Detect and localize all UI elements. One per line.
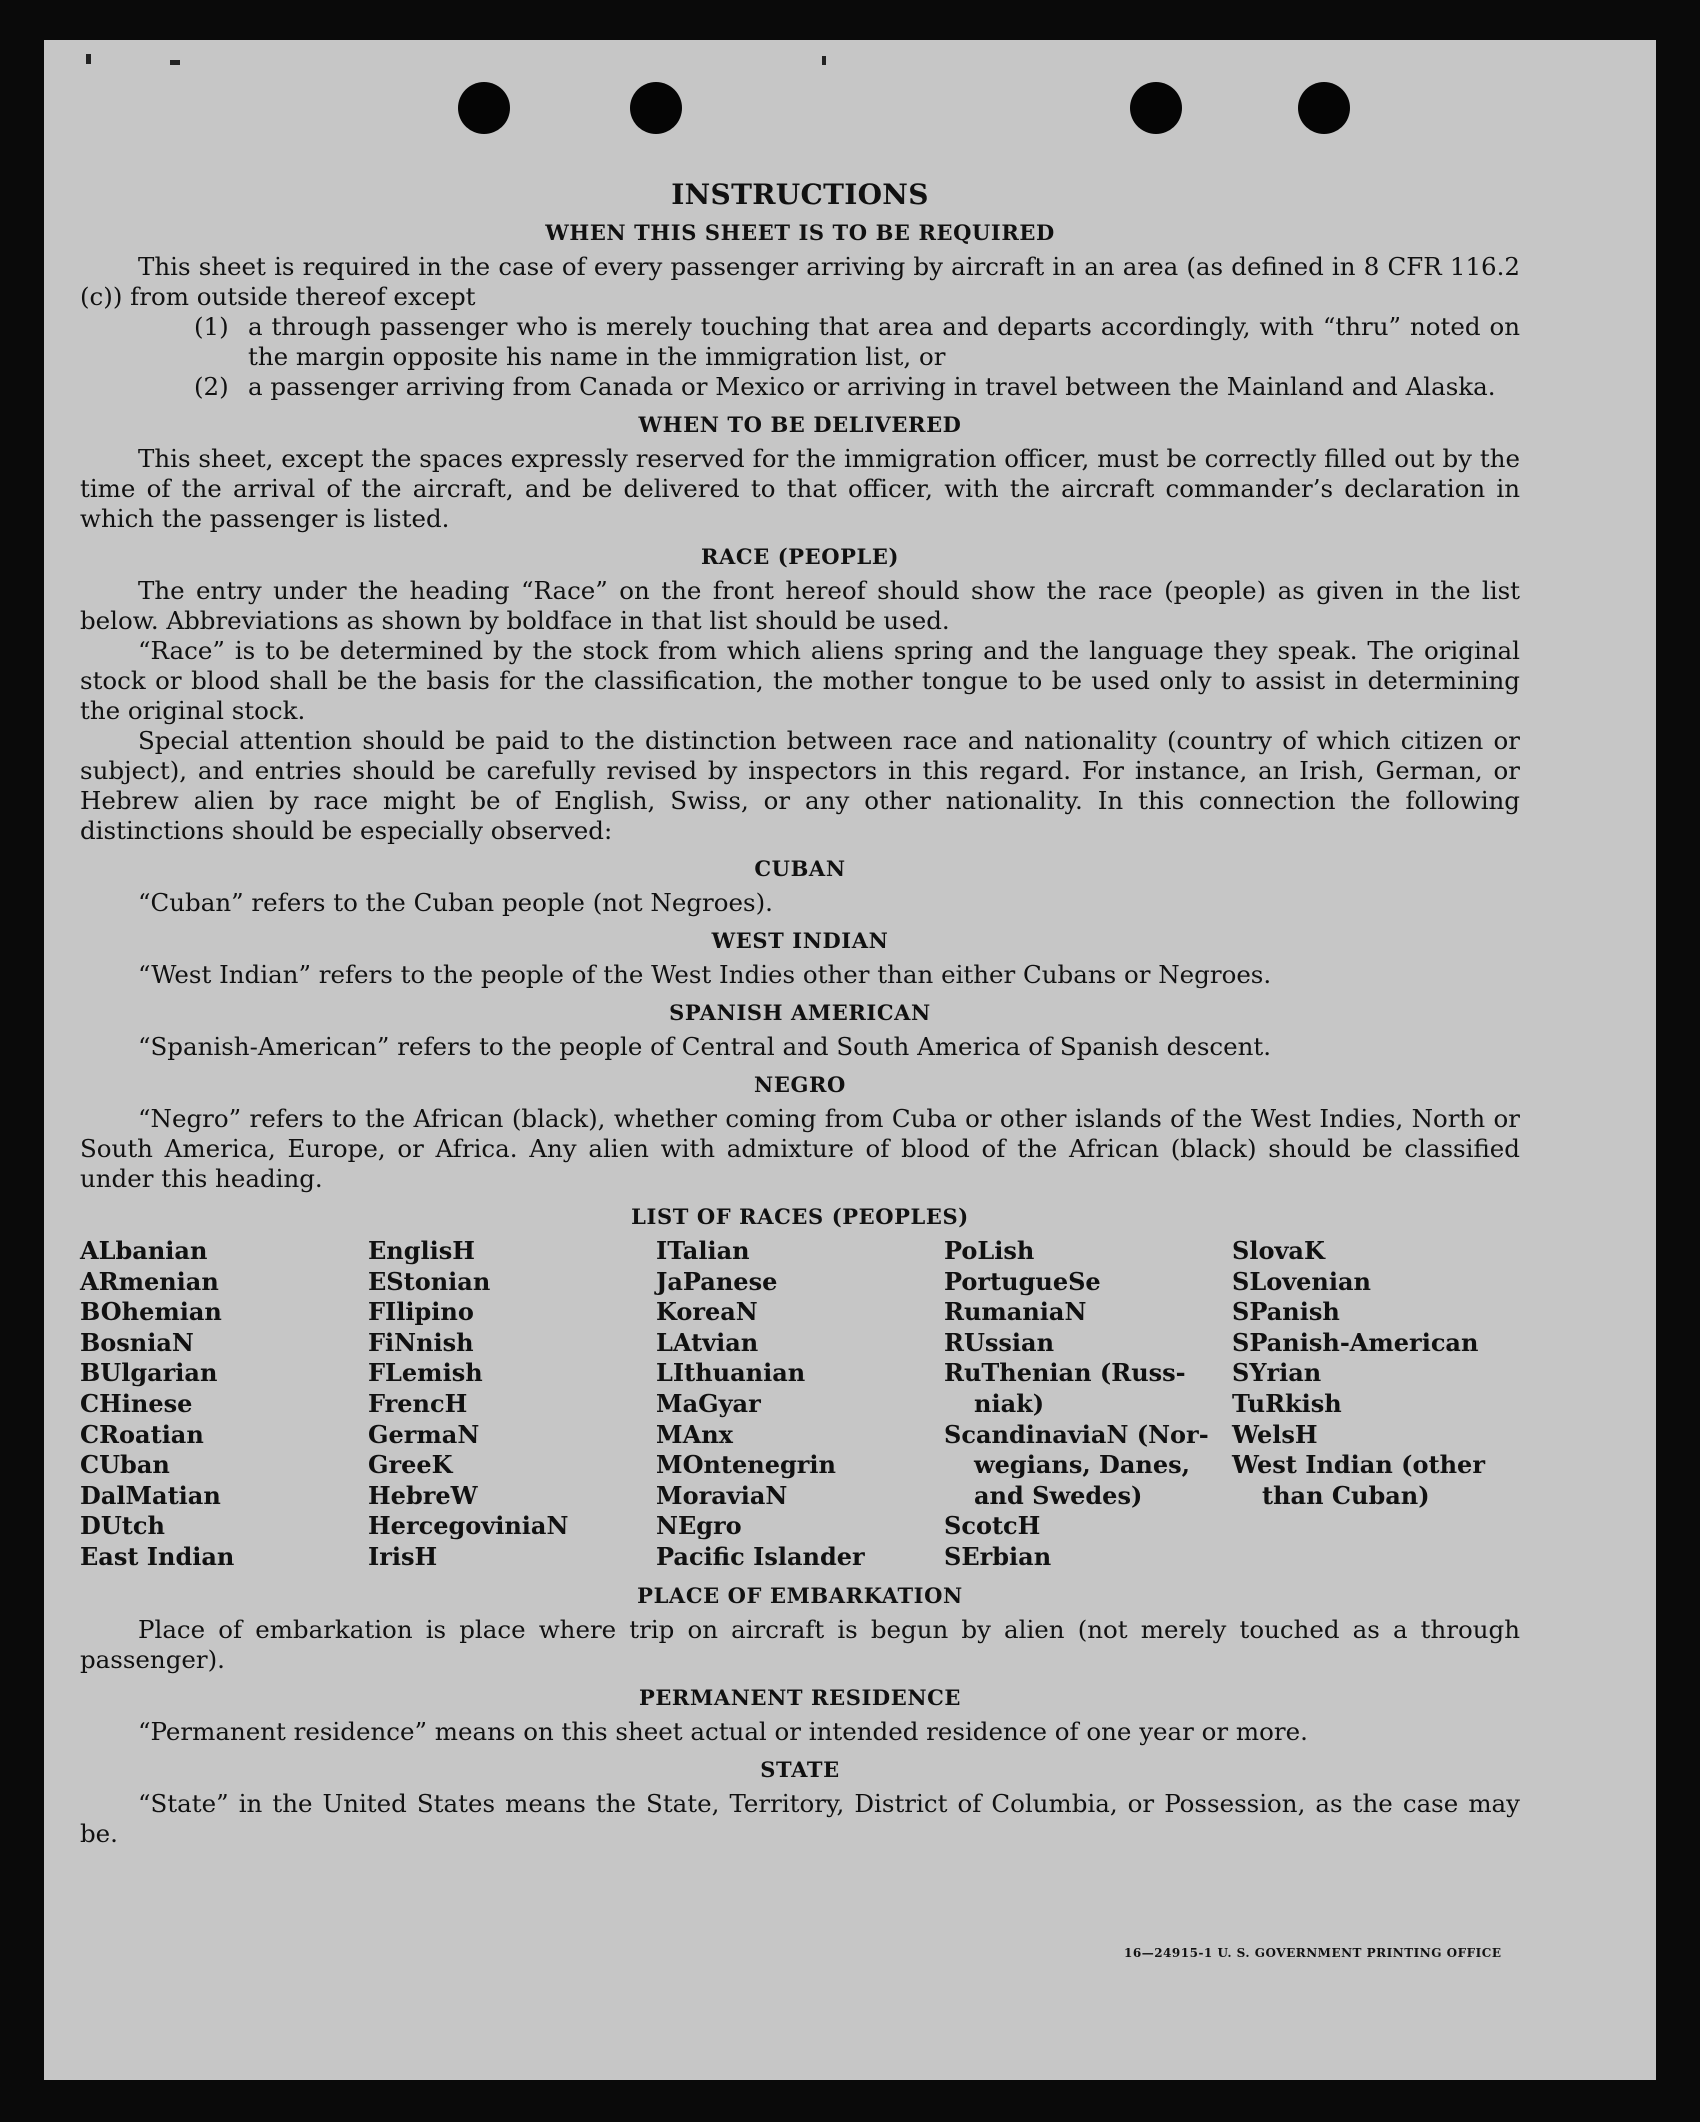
- race-paragraph: “Race” is to be determined by the stock from which aliens spring and the language they speak. The original stock or blood shall be the basis for the classification, the mother tongue to be used only to assist in determining the original stock.: [80, 636, 1520, 725]
- race-entry: GreeK: [368, 1450, 453, 1480]
- races-column: [368, 1236, 656, 1573]
- race-entry: niak): [974, 1388, 1045, 1418]
- page-title: INSTRUCTIONS: [671, 178, 929, 211]
- races-column: [80, 1236, 368, 1573]
- race-entry: RUssian: [944, 1327, 1055, 1357]
- race-entry: HercegoviniaN: [368, 1511, 569, 1541]
- printer-imprint: 16—24915-1 U. S. GOVERNMENT PRINTING OFFICE: [1124, 1946, 1502, 1960]
- list-of-races-heading: LIST OF RACES (PEOPLES): [631, 1204, 969, 1229]
- race-entry: ALbanian: [80, 1236, 208, 1265]
- section-heading-embarkation: PLACE OF EMBARKATION: [637, 1582, 963, 1608]
- section-heading-west-indian: WEST INDIAN: [711, 928, 889, 953]
- races-column: [1232, 1236, 1520, 1573]
- race-entry: DalMatian: [80, 1480, 221, 1510]
- section-heading-cuban: CUBAN: [754, 856, 846, 881]
- speck: [170, 60, 180, 65]
- race-entry: wegians, Danes,: [974, 1450, 1190, 1480]
- item-number: (2): [194, 372, 229, 401]
- race-entry: FrencH: [368, 1388, 468, 1418]
- race-entry: CUban: [80, 1450, 170, 1480]
- section-heading-required: WHEN THIS SHEET IS TO BE REQUIRED: [545, 220, 1055, 245]
- required-intro: This sheet is required in the case of every passenger arriving by aircraft in an area (as defined in 8 CFR 116.2 (c)) from outside thereof except: [80, 252, 1520, 311]
- race-entry: JaPanese: [656, 1266, 778, 1296]
- race-entry: SPanish-American: [1232, 1327, 1479, 1357]
- spanish-american-text: “Spanish-American” refers to the people of Central and South America of Spanish descent.: [138, 1032, 1272, 1061]
- race-entry: ScandinaviaN (Nor-: [944, 1419, 1209, 1449]
- race-entry: GermaN: [368, 1419, 480, 1449]
- west-indian-text: “West Indian” refers to the people of the West Indies other than either Cubans or Negroes.: [138, 960, 1272, 989]
- race-entry: FiNnish: [368, 1327, 474, 1357]
- section-heading-state: STATE: [760, 1756, 840, 1782]
- race-entry: East Indian: [80, 1541, 235, 1571]
- race-entry: IrisH: [368, 1541, 438, 1571]
- section-heading-residence: PERMANENT RESIDENCE: [638, 1684, 962, 1710]
- race-entry: MOntenegrin: [656, 1450, 836, 1480]
- state-text: “State” in the United States means the State, Territory, District of Columbia, or Possession, as the case may be.: [80, 1788, 1520, 1848]
- races-list: [80, 1236, 1520, 1573]
- race-entry: HebreW: [368, 1480, 478, 1510]
- race-entry: SPanish: [1232, 1297, 1340, 1327]
- race-entry: LIthuanian: [656, 1358, 806, 1388]
- race-entry: FLemish: [368, 1358, 483, 1388]
- punch-hole: [1298, 82, 1350, 134]
- race-entry: EnglisH: [368, 1236, 475, 1265]
- race-entry: BosniaN: [80, 1327, 194, 1357]
- race-entry: WelsH: [1232, 1419, 1318, 1449]
- item-number: (1): [194, 312, 229, 341]
- race-entry: West Indian (other: [1232, 1450, 1485, 1480]
- residence-text: “Permanent residence” means on this sheet actual or intended residence of one year or more.: [138, 1716, 1308, 1746]
- punch-hole: [630, 82, 682, 134]
- race-entry: Pacific Islander: [656, 1541, 865, 1571]
- race-entry: FIlipino: [368, 1297, 474, 1327]
- race-entry: SErbian: [944, 1541, 1052, 1571]
- embarkation-text: Place of embarkation is place where trip on aircraft is begun by alien (not merely touched as a through passenger).: [80, 1614, 1520, 1674]
- race-entry: DUtch: [80, 1511, 165, 1541]
- race-entry: ScotcH: [944, 1511, 1041, 1541]
- race-entry: SLovenian: [1232, 1266, 1371, 1296]
- instructions-body: [80, 180, 1520, 1849]
- race-entry: MoraviaN: [656, 1480, 788, 1510]
- punch-hole: [458, 82, 510, 134]
- race-entry: BUlgarian: [80, 1358, 218, 1388]
- race-entry: ARmenian: [80, 1266, 219, 1296]
- race-entry: MAnx: [656, 1419, 733, 1449]
- race-paragraph: Special attention should be paid to the distinction between race and nationality (country of which citizen or subject), and entries should be carefully revised by inspectors in this regard. For instance, an Irish, German, or Hebrew alien by race might be of English, Swiss, or any other nationality. In this connection the following distinctions should be especially observed:: [80, 726, 1520, 845]
- race-entry: CRoatian: [80, 1419, 204, 1449]
- section-heading-spanish-american: SPANISH AMERICAN: [669, 1000, 931, 1025]
- race-entry: LAtvian: [656, 1327, 759, 1357]
- race-entry: BOhemian: [80, 1297, 222, 1327]
- races-column: [656, 1236, 944, 1573]
- race-entry: PoLish: [944, 1236, 1035, 1265]
- punch-hole: [1130, 82, 1182, 134]
- negro-text: “Negro” refers to the African (black), whether coming from Cuba or other islands of the West Indies, North or South America, Europe, or Africa. Any alien with admixture of blood of the African (black) should be classified under this heading.: [80, 1104, 1520, 1193]
- document-sheet: [44, 40, 1656, 2080]
- race-entry: SlovaK: [1232, 1236, 1325, 1265]
- section-heading-race: RACE (PEOPLE): [700, 544, 900, 569]
- section-heading-delivered: WHEN TO BE DELIVERED: [638, 412, 962, 437]
- delivered-text: This sheet, except the spaces expressly reserved for the immigration officer, must be correctly filled out by the time of the arrival of the aircraft, and be delivered to that officer, with the aircraft commander’s declaration in which the passenger is listed.: [80, 444, 1520, 533]
- race-entry: NEgro: [656, 1511, 742, 1541]
- race-paragraph: The entry under the heading “Race” on the front hereof should show the race (people) as given in the list below. Abbreviations as shown by boldface in that list should be used.: [80, 576, 1520, 635]
- item-text: a through passenger who is merely touching that area and departs accordingly, with “thru” noted on the margin opposite his name in the immigration list, or: [248, 312, 1520, 371]
- cuban-text: “Cuban” refers to the Cuban people (not Negroes).: [138, 888, 773, 917]
- race-entry: SYrian: [1232, 1358, 1322, 1388]
- speck: [86, 54, 91, 64]
- race-entry: ITalian: [656, 1236, 750, 1265]
- race-entry: EStonian: [368, 1266, 491, 1296]
- race-entry: CHinese: [80, 1388, 193, 1418]
- races-column: [944, 1236, 1232, 1573]
- race-entry: MaGyar: [656, 1388, 761, 1418]
- speck: [822, 56, 826, 65]
- item-text: a passenger arriving from Canada or Mexico or arriving in travel between the Mainland and Alaska.: [248, 372, 1496, 401]
- list-item: [80, 312, 1520, 372]
- race-entry: TuRkish: [1232, 1388, 1342, 1418]
- list-item: [80, 372, 1520, 402]
- race-entry: RumaniaN: [944, 1297, 1087, 1327]
- race-entry: RuThenian (Russ-: [944, 1358, 1186, 1388]
- race-entry: PortugueSe: [944, 1266, 1101, 1296]
- race-entry: and Swedes): [974, 1480, 1143, 1510]
- section-heading-negro: NEGRO: [754, 1072, 846, 1097]
- race-entry: than Cuban): [1262, 1480, 1430, 1510]
- race-entry: KoreaN: [656, 1297, 758, 1327]
